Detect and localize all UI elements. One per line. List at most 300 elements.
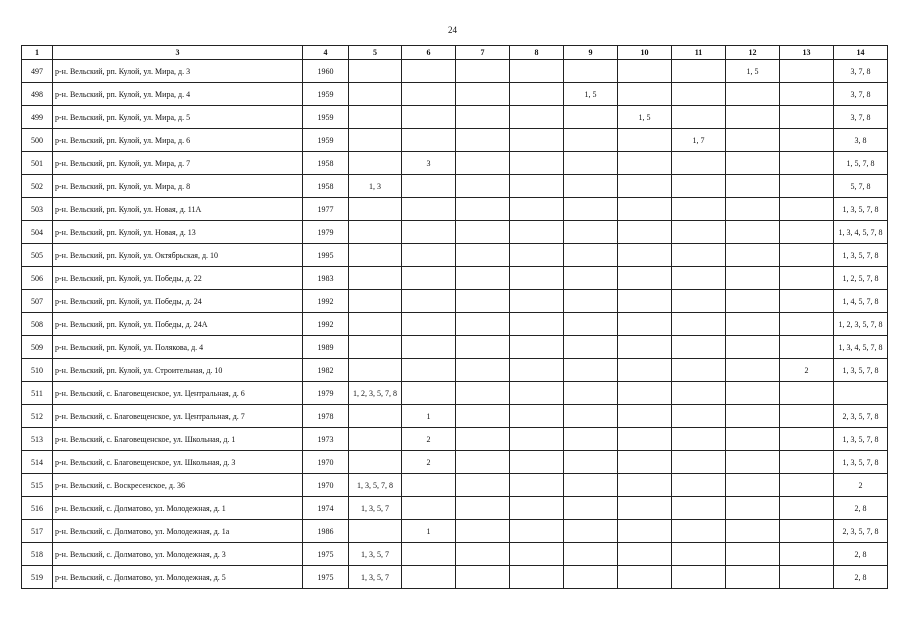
col-8-cell (510, 382, 564, 405)
address-cell: р-н. Вельский, рп. Кулой, ул. Мира, д. 6 (53, 129, 303, 152)
col-7-cell (456, 474, 510, 497)
col-13-cell (780, 566, 834, 589)
col-10-cell (618, 428, 672, 451)
year-cell: 1979 (303, 221, 349, 244)
column-header: 7 (456, 46, 510, 60)
row-number-cell: 512 (22, 405, 53, 428)
col-9-cell (564, 221, 618, 244)
column-header: 4 (303, 46, 349, 60)
col-9-cell (564, 152, 618, 175)
col-13-cell: 2 (780, 359, 834, 382)
col-6-cell (402, 83, 456, 106)
year-cell: 1973 (303, 428, 349, 451)
col-10-cell (618, 543, 672, 566)
col-14-cell: 3, 7, 8 (834, 60, 888, 83)
col-8-cell (510, 152, 564, 175)
col-9-cell (564, 106, 618, 129)
table-row (22, 566, 888, 589)
col-6-cell (402, 221, 456, 244)
col-5-cell (349, 106, 402, 129)
col-7-cell (456, 175, 510, 198)
col-8-cell (510, 474, 564, 497)
col-12-cell (726, 313, 780, 336)
col-8-cell (510, 244, 564, 267)
col-7-cell (456, 106, 510, 129)
table-row (22, 336, 888, 359)
col-13-cell (780, 60, 834, 83)
address-cell: р-н. Вельский, с. Долматово, ул. Молодежная, д. 1а (53, 520, 303, 543)
col-12-cell (726, 359, 780, 382)
col-8-cell (510, 290, 564, 313)
col-11-cell (672, 336, 726, 359)
col-9-cell (564, 290, 618, 313)
col-10-cell (618, 83, 672, 106)
address-cell: р-н. Вельский, с. Благовещенское, ул. Школьная, д. 1 (53, 428, 303, 451)
col-9-cell (564, 198, 618, 221)
col-6-cell: 1 (402, 520, 456, 543)
col-6-cell (402, 543, 456, 566)
col-8-cell (510, 451, 564, 474)
col-12-cell (726, 428, 780, 451)
col-10-cell (618, 152, 672, 175)
col-12-cell (726, 336, 780, 359)
col-11-cell (672, 543, 726, 566)
year-cell: 1986 (303, 520, 349, 543)
col-5-cell (349, 290, 402, 313)
table-row (22, 221, 888, 244)
col-11-cell (672, 382, 726, 405)
col-10-cell (618, 566, 672, 589)
table-row (22, 83, 888, 106)
row-number-cell: 511 (22, 382, 53, 405)
table-row (22, 543, 888, 566)
col-12-cell (726, 451, 780, 474)
col-10-cell (618, 382, 672, 405)
col-11-cell (672, 290, 726, 313)
col-6-cell (402, 60, 456, 83)
col-13-cell (780, 474, 834, 497)
col-5-cell: 1, 3, 5, 7 (349, 566, 402, 589)
address-cell: р-н. Вельский, с. Благовещенское, ул. Центральная, д. 6 (53, 382, 303, 405)
col-7-cell (456, 313, 510, 336)
col-7-cell (456, 244, 510, 267)
col-6-cell (402, 336, 456, 359)
col-8-cell (510, 543, 564, 566)
col-5-cell (349, 129, 402, 152)
col-9-cell (564, 244, 618, 267)
row-number-cell: 518 (22, 543, 53, 566)
table-row (22, 129, 888, 152)
column-header: 10 (618, 46, 672, 60)
year-cell: 1977 (303, 198, 349, 221)
col-11-cell (672, 198, 726, 221)
col-10-cell (618, 474, 672, 497)
table-row (22, 359, 888, 382)
col-5-cell (349, 267, 402, 290)
col-12-cell (726, 382, 780, 405)
col-14-cell: 3, 7, 8 (834, 106, 888, 129)
col-5-cell: 1, 3, 5, 7 (349, 497, 402, 520)
address-cell: р-н. Вельский, рп. Кулой, ул. Мира, д. 5 (53, 106, 303, 129)
col-11-cell (672, 106, 726, 129)
col-10-cell (618, 451, 672, 474)
col-11-cell (672, 359, 726, 382)
col-5-cell (349, 428, 402, 451)
row-number-cell: 497 (22, 60, 53, 83)
col-9-cell (564, 497, 618, 520)
col-5-cell (349, 451, 402, 474)
col-14-cell: 2, 3, 5, 7, 8 (834, 405, 888, 428)
col-7-cell (456, 336, 510, 359)
col-9-cell (564, 175, 618, 198)
col-13-cell (780, 198, 834, 221)
col-9-cell (564, 405, 618, 428)
col-11-cell (672, 474, 726, 497)
col-7-cell (456, 543, 510, 566)
row-number-cell: 501 (22, 152, 53, 175)
col-6-cell (402, 267, 456, 290)
col-13-cell (780, 267, 834, 290)
col-13-cell (780, 336, 834, 359)
col-6-cell (402, 290, 456, 313)
col-6-cell: 3 (402, 152, 456, 175)
address-cell: р-н. Вельский, рп. Кулой, ул. Полякова, д. 4 (53, 336, 303, 359)
col-13-cell (780, 451, 834, 474)
col-8-cell (510, 497, 564, 520)
address-cell: р-н. Вельский, рп. Кулой, ул. Мира, д. 4 (53, 83, 303, 106)
col-6-cell: 2 (402, 451, 456, 474)
col-14-cell: 1, 3, 5, 7, 8 (834, 428, 888, 451)
col-5-cell: 1, 2, 3, 5, 7, 8 (349, 382, 402, 405)
col-9-cell (564, 313, 618, 336)
col-13-cell (780, 129, 834, 152)
row-number-cell: 516 (22, 497, 53, 520)
year-cell: 1978 (303, 405, 349, 428)
col-14-cell: 1, 4, 5, 7, 8 (834, 290, 888, 313)
col-5-cell (349, 152, 402, 175)
col-10-cell (618, 497, 672, 520)
col-7-cell (456, 451, 510, 474)
col-8-cell (510, 336, 564, 359)
year-cell: 1992 (303, 290, 349, 313)
address-cell: р-н. Вельский, рп. Кулой, ул. Новая, д. 11А (53, 198, 303, 221)
col-14-cell: 1, 5, 7, 8 (834, 152, 888, 175)
page-number: 24 (448, 25, 457, 35)
col-7-cell (456, 497, 510, 520)
row-number-cell: 498 (22, 83, 53, 106)
column-header: 1 (22, 46, 53, 60)
col-14-cell: 5, 7, 8 (834, 175, 888, 198)
col-7-cell (456, 428, 510, 451)
col-9-cell (564, 336, 618, 359)
row-number-cell: 515 (22, 474, 53, 497)
col-13-cell (780, 290, 834, 313)
address-cell: р-н. Вельский, рп. Кулой, ул. Новая, д. 13 (53, 221, 303, 244)
col-5-cell (349, 336, 402, 359)
col-14-cell: 3, 8 (834, 129, 888, 152)
table-row (22, 290, 888, 313)
col-7-cell (456, 290, 510, 313)
col-6-cell (402, 198, 456, 221)
col-12-cell (726, 405, 780, 428)
address-cell: р-н. Вельский, рп. Кулой, ул. Победы, д. 24А (53, 313, 303, 336)
column-header: 14 (834, 46, 888, 60)
table-header-row (22, 46, 888, 60)
col-5-cell (349, 83, 402, 106)
address-cell: р-н. Вельский, рп. Кулой, ул. Мира, д. 3 (53, 60, 303, 83)
col-9-cell (564, 428, 618, 451)
year-cell: 1970 (303, 451, 349, 474)
col-12-cell (726, 83, 780, 106)
col-9-cell (564, 474, 618, 497)
col-14-cell (834, 382, 888, 405)
col-5-cell (349, 244, 402, 267)
col-7-cell (456, 359, 510, 382)
address-cell: р-н. Вельский, с. Долматово, ул. Молодежная, д. 1 (53, 497, 303, 520)
col-12-cell: 1, 5 (726, 60, 780, 83)
col-13-cell (780, 313, 834, 336)
table-row (22, 382, 888, 405)
row-number-cell: 499 (22, 106, 53, 129)
col-12-cell (726, 497, 780, 520)
col-10-cell: 1, 5 (618, 106, 672, 129)
col-5-cell (349, 359, 402, 382)
col-7-cell (456, 566, 510, 589)
col-6-cell (402, 313, 456, 336)
row-number-cell: 503 (22, 198, 53, 221)
table-row (22, 152, 888, 175)
col-5-cell (349, 221, 402, 244)
col-6-cell (402, 566, 456, 589)
col-6-cell (402, 244, 456, 267)
col-8-cell (510, 359, 564, 382)
col-9-cell (564, 520, 618, 543)
col-13-cell (780, 520, 834, 543)
col-12-cell (726, 129, 780, 152)
col-6-cell (402, 175, 456, 198)
col-7-cell (456, 520, 510, 543)
column-header: 8 (510, 46, 564, 60)
col-10-cell (618, 244, 672, 267)
table-row (22, 497, 888, 520)
col-10-cell (618, 359, 672, 382)
col-14-cell: 2, 3, 5, 7, 8 (834, 520, 888, 543)
col-6-cell: 2 (402, 428, 456, 451)
col-8-cell (510, 566, 564, 589)
address-cell: р-н. Вельский, рп. Кулой, ул. Победы, д. 22 (53, 267, 303, 290)
col-6-cell (402, 106, 456, 129)
address-cell: р-н. Вельский, рп. Кулой, ул. Мира, д. 8 (53, 175, 303, 198)
col-12-cell (726, 221, 780, 244)
col-5-cell (349, 60, 402, 83)
column-header: 13 (780, 46, 834, 60)
row-number-cell: 517 (22, 520, 53, 543)
table-row (22, 60, 888, 83)
col-6-cell (402, 359, 456, 382)
table-row (22, 244, 888, 267)
row-number-cell: 502 (22, 175, 53, 198)
column-header: 12 (726, 46, 780, 60)
col-11-cell (672, 152, 726, 175)
address-cell: р-н. Вельский, с. Долматово, ул. Молодежная, д. 5 (53, 566, 303, 589)
col-6-cell (402, 129, 456, 152)
column-header: 9 (564, 46, 618, 60)
row-number-cell: 505 (22, 244, 53, 267)
col-13-cell (780, 175, 834, 198)
col-11-cell (672, 313, 726, 336)
col-12-cell (726, 244, 780, 267)
col-9-cell: 1, 5 (564, 83, 618, 106)
col-13-cell (780, 405, 834, 428)
col-11-cell (672, 520, 726, 543)
col-9-cell (564, 566, 618, 589)
col-7-cell (456, 405, 510, 428)
col-8-cell (510, 405, 564, 428)
col-14-cell: 1, 2, 5, 7, 8 (834, 267, 888, 290)
year-cell: 1979 (303, 382, 349, 405)
table-row (22, 267, 888, 290)
col-8-cell (510, 428, 564, 451)
col-14-cell: 1, 3, 4, 5, 7, 8 (834, 336, 888, 359)
col-13-cell (780, 152, 834, 175)
col-11-cell (672, 428, 726, 451)
col-8-cell (510, 313, 564, 336)
address-cell: р-н. Вельский, рп. Кулой, ул. Строительная, д. 10 (53, 359, 303, 382)
table-row (22, 428, 888, 451)
col-7-cell (456, 83, 510, 106)
col-13-cell (780, 543, 834, 566)
col-11-cell (672, 83, 726, 106)
address-cell: р-н. Вельский, с. Благовещенское, ул. Школьная, д. 3 (53, 451, 303, 474)
col-6-cell (402, 382, 456, 405)
col-5-cell: 1, 3, 5, 7, 8 (349, 474, 402, 497)
col-9-cell (564, 267, 618, 290)
col-10-cell (618, 405, 672, 428)
col-14-cell: 2, 8 (834, 566, 888, 589)
year-cell: 1960 (303, 60, 349, 83)
col-12-cell (726, 520, 780, 543)
table-row (22, 451, 888, 474)
year-cell: 1974 (303, 497, 349, 520)
address-cell: р-н. Вельский, с. Воскресенское, д. 36 (53, 474, 303, 497)
col-8-cell (510, 60, 564, 83)
col-12-cell (726, 474, 780, 497)
year-cell: 1958 (303, 175, 349, 198)
col-5-cell (349, 405, 402, 428)
column-header: 11 (672, 46, 726, 60)
address-cell: р-н. Вельский, рп. Кулой, ул. Мира, д. 7 (53, 152, 303, 175)
year-cell: 1989 (303, 336, 349, 359)
col-14-cell: 2, 8 (834, 497, 888, 520)
col-13-cell (780, 106, 834, 129)
col-13-cell (780, 497, 834, 520)
col-11-cell (672, 497, 726, 520)
table-row (22, 106, 888, 129)
year-cell: 1975 (303, 566, 349, 589)
col-11-cell (672, 221, 726, 244)
column-header: 3 (53, 46, 303, 60)
col-10-cell (618, 336, 672, 359)
year-cell: 1995 (303, 244, 349, 267)
col-13-cell (780, 83, 834, 106)
year-cell: 1992 (303, 313, 349, 336)
col-7-cell (456, 267, 510, 290)
col-11-cell (672, 175, 726, 198)
col-10-cell (618, 267, 672, 290)
col-7-cell (456, 152, 510, 175)
row-number-cell: 500 (22, 129, 53, 152)
col-10-cell (618, 313, 672, 336)
address-cell: р-н. Вельский, с. Долматово, ул. Молодежная, д. 3 (53, 543, 303, 566)
col-12-cell (726, 543, 780, 566)
table-body (22, 60, 888, 589)
table-row (22, 198, 888, 221)
year-cell: 1959 (303, 83, 349, 106)
col-11-cell (672, 451, 726, 474)
table-row (22, 520, 888, 543)
col-14-cell: 2, 8 (834, 543, 888, 566)
year-cell: 1958 (303, 152, 349, 175)
row-number-cell: 508 (22, 313, 53, 336)
col-12-cell (726, 566, 780, 589)
address-cell: р-н. Вельский, с. Благовещенское, ул. Центральная, д. 7 (53, 405, 303, 428)
table-row (22, 474, 888, 497)
row-number-cell: 504 (22, 221, 53, 244)
col-10-cell (618, 290, 672, 313)
col-9-cell (564, 382, 618, 405)
col-9-cell (564, 60, 618, 83)
col-8-cell (510, 83, 564, 106)
col-10-cell (618, 60, 672, 83)
col-13-cell (780, 428, 834, 451)
col-11-cell (672, 405, 726, 428)
row-number-cell: 506 (22, 267, 53, 290)
col-5-cell (349, 313, 402, 336)
col-5-cell: 1, 3, 5, 7 (349, 543, 402, 566)
col-12-cell (726, 175, 780, 198)
column-header: 5 (349, 46, 402, 60)
col-14-cell: 1, 3, 4, 5, 7, 8 (834, 221, 888, 244)
year-cell: 1975 (303, 543, 349, 566)
col-11-cell (672, 60, 726, 83)
col-14-cell: 1, 2, 3, 5, 7, 8 (834, 313, 888, 336)
year-cell: 1983 (303, 267, 349, 290)
col-14-cell: 1, 3, 5, 7, 8 (834, 244, 888, 267)
housing-table (21, 45, 888, 589)
col-9-cell (564, 129, 618, 152)
address-cell: р-н. Вельский, рп. Кулой, ул. Октябрьская, д. 10 (53, 244, 303, 267)
col-10-cell (618, 129, 672, 152)
col-9-cell (564, 543, 618, 566)
col-7-cell (456, 60, 510, 83)
col-10-cell (618, 221, 672, 244)
col-6-cell: 1 (402, 405, 456, 428)
col-14-cell: 3, 7, 8 (834, 83, 888, 106)
col-14-cell: 1, 3, 5, 7, 8 (834, 451, 888, 474)
col-10-cell (618, 198, 672, 221)
col-7-cell (456, 129, 510, 152)
col-12-cell (726, 198, 780, 221)
row-number-cell: 507 (22, 290, 53, 313)
col-9-cell (564, 451, 618, 474)
col-12-cell (726, 152, 780, 175)
col-10-cell (618, 520, 672, 543)
col-8-cell (510, 198, 564, 221)
row-number-cell: 514 (22, 451, 53, 474)
col-12-cell (726, 106, 780, 129)
col-12-cell (726, 267, 780, 290)
col-11-cell (672, 566, 726, 589)
